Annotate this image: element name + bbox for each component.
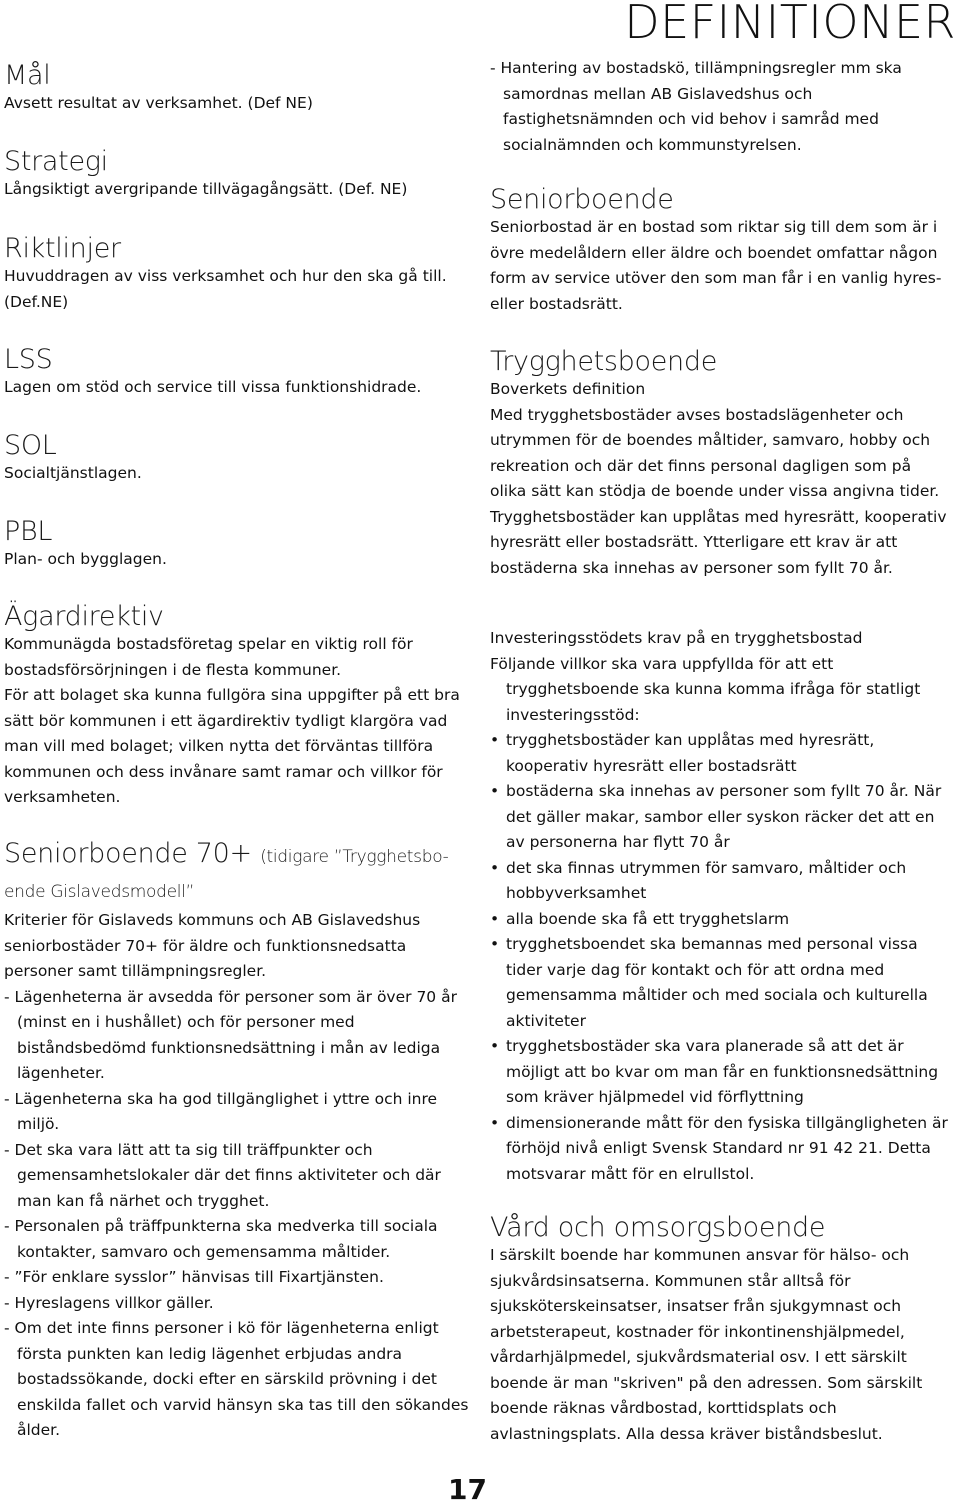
list-investeringsstod bbox=[490, 728, 952, 1187]
heading-seniorboende-70 bbox=[4, 838, 470, 908]
heading-trygghetsboende: Trygghetsboende bbox=[490, 346, 718, 377]
heading-riktlinjer: Riktlinjer bbox=[4, 233, 121, 264]
text-seniorboende-70-intro: Kriterier för Gislaveds kommuns och AB Gislavedshus seniorbostäder 70+ för äldre och funktionsnedsatta personer samt tillämpningsregler. bbox=[4, 911, 421, 980]
section-seniorboende-70 bbox=[4, 838, 470, 1444]
text-inv-intro: Följande villkor ska vara uppfyllda för att ett trygghetsboende ska kunna komma ifråga för statligt investeringsstöd: bbox=[490, 654, 921, 724]
text-vard-omsorg: I särskilt boende har kommunen ansvar för hälso- och sjukvårdsinsatserna. Kommunen står alltså för sjuksköterskeinsatser, insatser från sjukgymnast och arbetsterapeut, kostnader för inkontinenshjälpmedel, vårdarhjälpmedel, sjukvårdsmaterial osv. I ett särskilt boende är man "skriven" på den adressen. Som särskilt boende räknas vårdbostad, korttidsplats och avlastningsplats. Alla dessa kräver biståndsbeslut. bbox=[490, 1246, 923, 1443]
text-intro: - Hantering av bostadskö, tillämpningsregler mm ska samordnas mellan AB Gislavedshus och fastighetsnämnden och vid behov i samråd med socialnämnden och kommunstyrelsen. bbox=[490, 59, 902, 154]
list-item: • alla boende ska få ett trygghetslarm bbox=[490, 907, 952, 933]
heading-lss: LSS bbox=[4, 344, 53, 375]
text-pbl: Plan- och bygglagen. bbox=[4, 550, 167, 568]
text-trygghet: Med trygghetsbostäder avses bostadslägenheter och utrymmen för de boendes måltider, samvaro, hobby och rekreation och där det finns personal dagligen som på olika sätt kan stödja de boende under vissa angivna tider. Trygghetsbostäder kan upplåtas med hyresrätt, kooperativ hyresrätt eller bostadsrätt. Ytterligare ett krav är att bostäderna ska innehas av personer som fyllt 70 år. bbox=[490, 405, 947, 577]
text-sol: Socialtjänstlagen. bbox=[4, 464, 142, 482]
heading-seniorboende-70-note: (tidigare ”Trygghetsbo-ende Gislavedsmodell” bbox=[4, 847, 449, 902]
text-riktlinjer: Huvuddragen av viss verksamhet och hur den ska gå till. (Def.NE) bbox=[4, 267, 447, 311]
list-item: - ”För enklare sysslor” hänvisas till Fixartjänsten. bbox=[4, 1268, 384, 1286]
list-item: - Personalen på träffpunkterna ska medverka till sociala kontakter, samvaro och gemensamma måltider. bbox=[4, 1217, 438, 1261]
page-header: DEFINITIONER bbox=[624, 0, 956, 49]
list-item: • bostäderna ska innehas av personer som fyllt 70 år. När det gäller makar, sambor eller syskon räcker det att en av personerna har flytt 70 år bbox=[490, 779, 952, 856]
text-agardirektiv-2: För att bolaget ska kunna fullgöra sina uppgifter på ett bra sätt bör kommunen i ett ägardirektiv tydligt klargöra vad man vill med bolaget; vilken nytta det förväntas tillföra kommunen och dess invånare samt ramar och villkor för verksamheten. bbox=[4, 686, 460, 806]
heading-mal: Mål bbox=[4, 60, 51, 91]
list-item: • trygghetsbostäder ska vara planerade så att det är möjligt att bo kvar om man får en funktionsnedsättning som kräver hjälpmedel vid förflyttning bbox=[490, 1034, 952, 1111]
text-inv-title: Investeringsstödets krav på en trygghetsbostad bbox=[490, 629, 863, 647]
section-lss bbox=[4, 344, 421, 401]
heading-strategi: Strategi bbox=[4, 146, 108, 177]
section-trygghetsboende bbox=[490, 346, 948, 581]
text-seniorboende: Seniorbostad är en bostad som riktar sig till dem som är i övre medelåldern eller äldre och boendet omfattar någon form av service utöver den som man får i en vanlig hyres- eller bostadsrätt. bbox=[490, 218, 942, 313]
section-agardirektiv bbox=[4, 601, 466, 811]
list-item: • trygghetsboendet ska bemannas med personal vissa tider varje dag för kontakt och för att ordna med gemensamma måltider och med sociala och kulturella aktiviteter bbox=[490, 932, 952, 1034]
section-seniorboende bbox=[490, 184, 948, 317]
text-mal: Avsett resultat av verksamhet. (Def NE) bbox=[4, 94, 313, 112]
list-item: - Hyreslagens villkor gäller. bbox=[4, 1293, 214, 1312]
heading-seniorboende-70-title: Seniorboende 70+ bbox=[4, 838, 252, 869]
section-riktlinjer bbox=[4, 233, 462, 315]
text-lss: Lagen om stöd och service till vissa funktionshidrade. bbox=[4, 378, 422, 396]
heading-vard-omsorg: Vård och omsorgsboende bbox=[490, 1212, 826, 1243]
list-item: • det ska finnas utrymmen för samvaro, måltider och hobbyverksamhet bbox=[490, 856, 952, 907]
list-item: - Det ska vara lätt att ta sig till träffpunkter och gemensamhetslokaler där det finns aktiviteter och där man kan få närhet och trygghet. bbox=[4, 1140, 441, 1210]
page-number: 17 bbox=[448, 1473, 487, 1506]
heading-sol: SOL bbox=[4, 430, 57, 461]
section-pbl bbox=[4, 516, 167, 573]
text-strategi: Långsiktigt avergripande tillvägagångsätt. (Def. NE) bbox=[4, 180, 408, 198]
section-mal bbox=[4, 60, 313, 117]
section-sol bbox=[4, 430, 142, 487]
list-item: - Lägenheterna ska ha god tillgänglighet i yttre och inre miljö. bbox=[4, 1089, 438, 1133]
text-trygghet-sub: Boverkets definition bbox=[490, 380, 646, 398]
heading-pbl: PBL bbox=[4, 516, 53, 547]
list-seniorboende-70 bbox=[4, 985, 470, 1444]
list-item: - Om det inte finns personer i kö för lägenheterna enligt första punkten kan ledig lägenhet erbjudas andra bostadssökande, docki efter en särskild prövning i det enskilda fallet och varvid hänsyn ska tas till den sökandes ålder. bbox=[4, 1319, 469, 1439]
list-item: • trygghetsbostäder kan upplåtas med hyresrätt, kooperativ hyresrätt eller bostadsrätt bbox=[490, 728, 952, 779]
section-investeringsstod bbox=[490, 626, 952, 1187]
list-item: - Lägenheterna är avsedda för personer som är över 70 år (minst en i hushållet) och för personer med biståndsbedömd funktionsnedsättning i mån av lediga lägenheter. bbox=[4, 987, 457, 1082]
list-item: • dimensionerande mått för den fysiska tillgängligheten är förhöjd nivå enligt Svensk Standard nr 91 42 21. Detta motsvarar mått för en elrullstol. bbox=[490, 1111, 952, 1188]
text-agardirektiv-1: Kommunägda bostadsföretag spelar en viktig roll för bostadsförsörjningen i de flesta kommuner. bbox=[4, 635, 413, 679]
heading-seniorboende: Seniorboende bbox=[490, 184, 674, 215]
section-strategi bbox=[4, 146, 407, 203]
section-vard-omsorg bbox=[490, 1212, 948, 1447]
heading-agardirektiv: Ägardirektiv bbox=[4, 601, 164, 632]
